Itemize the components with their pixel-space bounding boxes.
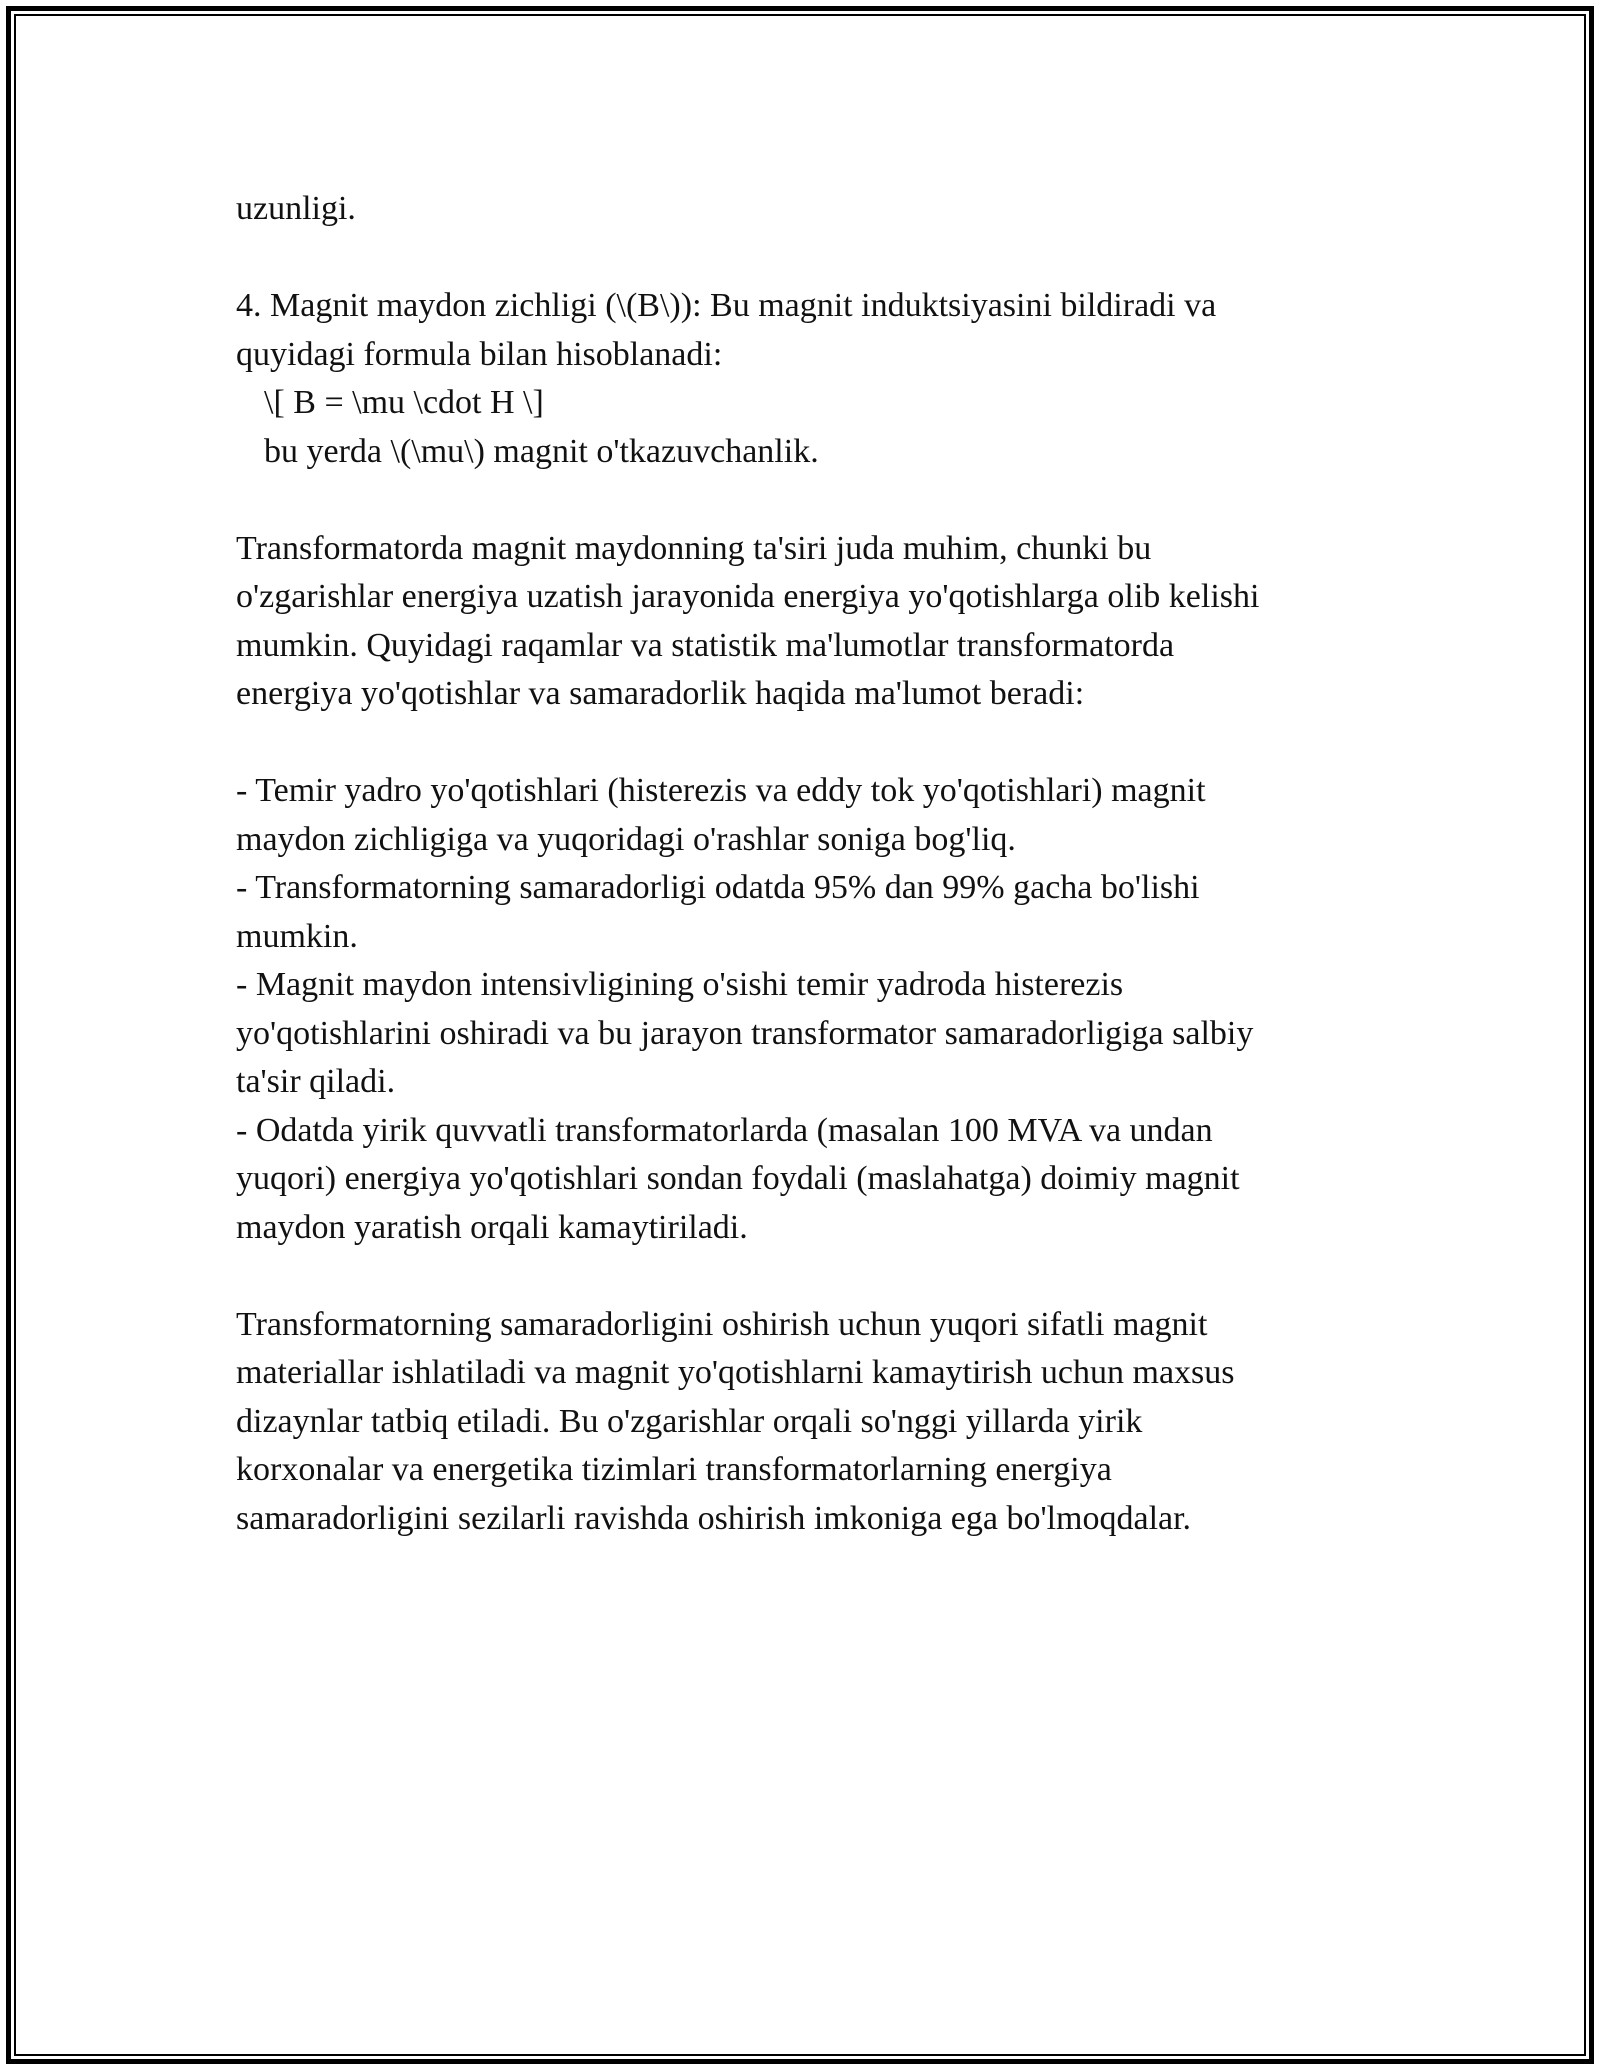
text-line: quyidagi formula bilan hisoblanadi:: [236, 335, 723, 373]
text-line: energiya yo'qotishlar va samaradorlik haqida ma'lumot beradi:: [236, 675, 1085, 712]
document-body: [236, 185, 1376, 1543]
text-line: dizaynlar tatbiq etiladi. Bu o'zgarishlar orqali so'nggi yillarda yirik: [236, 1402, 1143, 1440]
text-line: korxonalar va energetika tizimlari transformatorlarning energiya: [236, 1451, 1112, 1488]
text-line: samaradorligini sezilarli ravishda oshirish imkoniga ega bo'lmoqdalar.: [236, 1499, 1192, 1537]
list-item-line: maydon yaratish orqali kamaytiriladi.: [236, 1208, 748, 1246]
text-line: bu yerda \(\mu\) magnit o'tkazuvchanlik.: [264, 432, 819, 470]
list-item-line: yuqori) energiya yo'qotishlari sondan foydali (maslahatga) doimiy magnit: [236, 1160, 1240, 1197]
paragraph-gap: [236, 234, 1376, 283]
list-item-line: - Transformatorning samaradorligi odatda 95% dan 99% gacha bo'lishi: [236, 869, 1200, 906]
bullet-list: [236, 767, 1376, 1252]
list-item-line: maydon zichligiga va yuqoridagi o'rashlar soniga bog'liq.: [236, 820, 1016, 858]
paragraph-gap: [236, 1252, 1376, 1301]
text-line: materiallar ishlatiladi va magnit yo'qotishlarni kamaytirish uchun maxsus: [236, 1354, 1235, 1391]
text-line: mumkin. Quyidagi raqamlar va statistik ma'lumotlar transformatorda: [236, 626, 1175, 664]
paragraph-conclusion: [236, 1301, 1376, 1544]
text-line: Transformatorning samaradorligini oshirish uchun yuqori sifatli magnit: [236, 1305, 1208, 1343]
list-item-line: - Temir yadro yo'qotishlari (histerezis va eddy tok yo'qotishlari) magnit: [236, 772, 1206, 809]
text-line: 4. Magnit maydon zichligi (\(B\)): Bu magnit induktsiyasini bildiradi va: [236, 287, 1217, 324]
list-item-line: - Magnit maydon intensivligining o'sishi temir yadroda histerezis: [236, 966, 1124, 1003]
list-item-line: - Odatda yirik quvvatli transformatorlarda (masalan 100 MVA va undan: [236, 1111, 1213, 1149]
paragraph-magnetic-flux-density: [236, 282, 1376, 476]
list-item-line: yo'qotishlarini oshiradi va bu jarayon transformator samaradorligiga salbiy: [236, 1014, 1254, 1052]
formula-line: \[ B = \mu \cdot H \]: [264, 384, 544, 421]
paragraph-gap: [236, 476, 1376, 525]
text-line: o'zgarishlar energiya uzatish jarayonida energiya yo'qotishlarga olib kelishi: [236, 578, 1260, 615]
paragraph-transformer-intro: [236, 525, 1376, 719]
list-item-line: mumkin.: [236, 917, 358, 955]
text-line: Transformatorda magnit maydonning ta'siri juda muhim, chunki bu: [236, 529, 1152, 567]
list-item-line: ta'sir qiladi.: [236, 1063, 396, 1100]
text-line: uzunligi.: [236, 190, 356, 227]
paragraph-gap: [236, 719, 1376, 768]
